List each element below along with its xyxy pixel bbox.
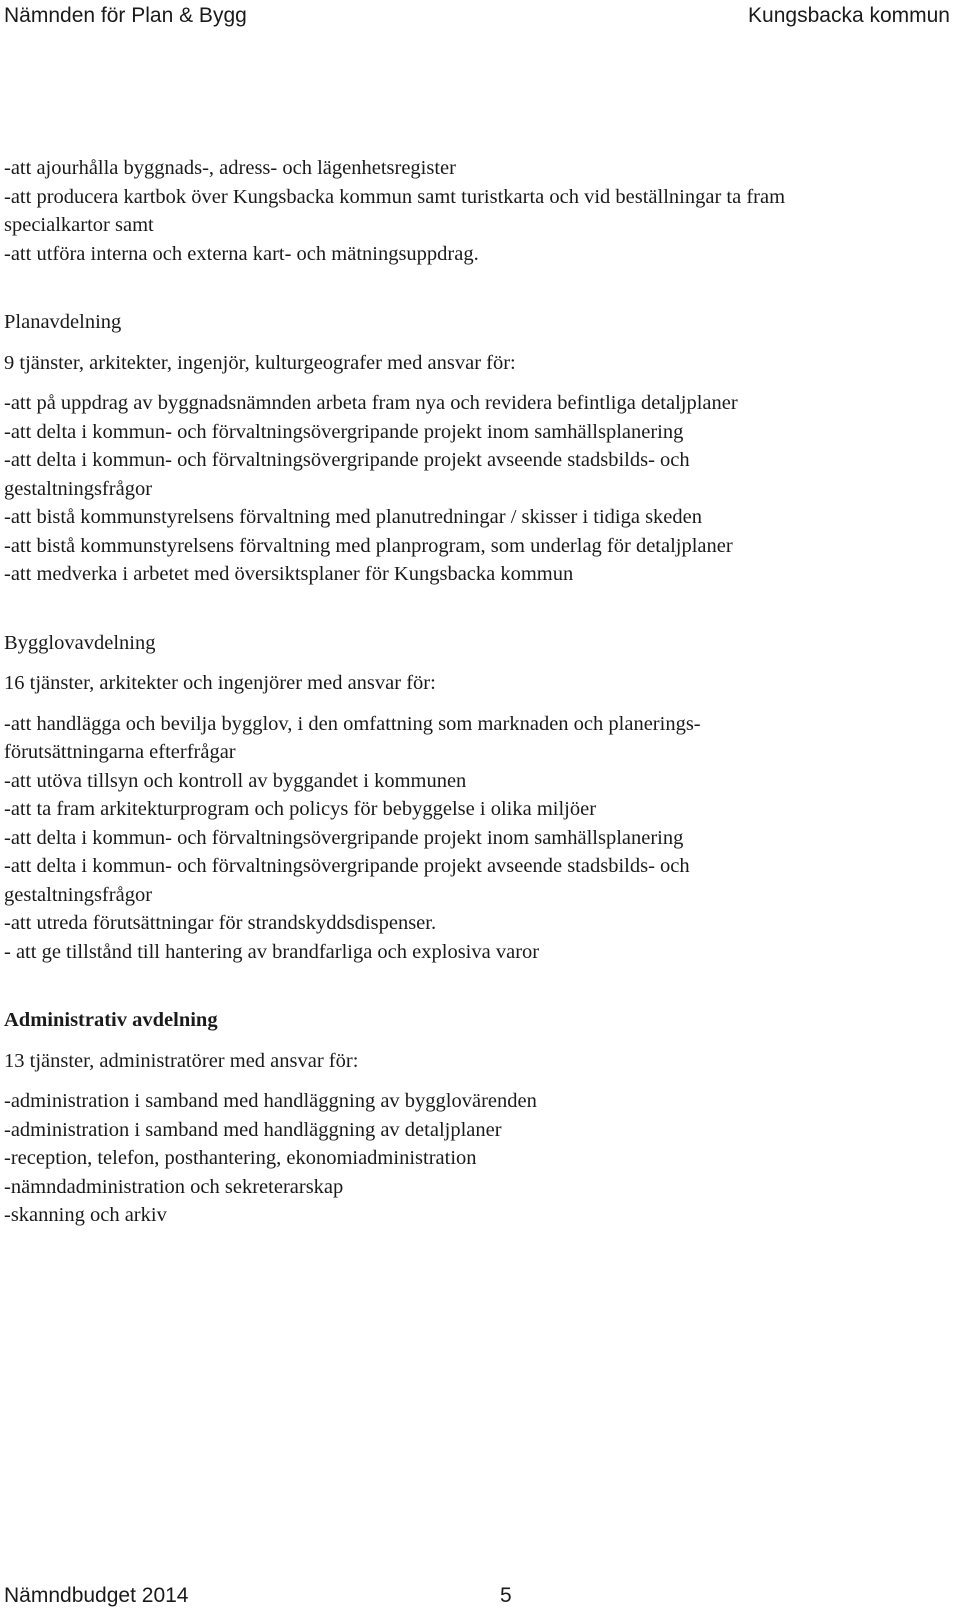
list-item: -nämndadministration och sekreterarskap bbox=[4, 1175, 344, 1198]
section-planavdelning bbox=[4, 308, 949, 589]
section-intro: 16 tjänster, arkitekter och ingenjörer med ansvar för: bbox=[4, 672, 436, 694]
list-item: - att ge tillstånd till hantering av brandfarliga och explosiva varor bbox=[4, 940, 540, 963]
page-header bbox=[4, 0, 950, 32]
list-item: -att delta i kommun- och förvaltningsövergripande projekt inom samhällsplanering bbox=[4, 826, 684, 849]
list-item: förutsättningarna efterfrågar bbox=[4, 741, 236, 763]
page-footer bbox=[4, 1583, 512, 1609]
list-item: -att delta i kommun- och förvaltningsövergripande projekt avseende stadsbilds- och bbox=[4, 855, 690, 877]
list-item: specialkartor samt bbox=[4, 214, 154, 236]
list-item: -att delta i kommun- och förvaltningsövergripande projekt inom samhällsplanering bbox=[4, 420, 684, 443]
header-department: Nämnden för Plan & Bygg bbox=[4, 4, 247, 27]
header-municipality: Kungsbacka kommun bbox=[748, 4, 950, 27]
list-item: -skanning och arkiv bbox=[4, 1204, 167, 1226]
list-item: -att bistå kommunstyrelsens förvaltning med planutredningar / skisser i tidiga skeden bbox=[4, 506, 703, 528]
list-item: gestaltningsfrågor bbox=[4, 883, 153, 906]
list-item: -att handlägga och bevilja bygglov, i den omfattning som marknaden och planerings- bbox=[4, 712, 701, 735]
list-item: -att utreda förutsättningar för strandskyddsdispenser. bbox=[4, 912, 437, 934]
list-item: gestaltningsfrågor bbox=[4, 477, 153, 500]
document-body bbox=[4, 154, 949, 1230]
list-item: -att utföra interna och externa kart- och mätningsuppdrag. bbox=[4, 242, 479, 265]
section-heading: Administrativ avdelning bbox=[4, 1009, 218, 1031]
list-item: -att ajourhålla byggnads-, adress- och lägenhetsregister bbox=[4, 157, 456, 179]
section-intro: 9 tjänster, arkitekter, ingenjör, kulturgeografer med ansvar för: bbox=[4, 351, 516, 374]
list-item: -administration i samband med handläggning av bygglovärenden bbox=[4, 1090, 537, 1112]
list-item: -att medverka i arbetet med översiktsplaner för Kungsbacka kommun bbox=[4, 563, 574, 585]
intro-list bbox=[4, 154, 949, 268]
list-item: -att delta i kommun- och förvaltningsövergripande projekt avseende stadsbilds- och bbox=[4, 449, 690, 471]
list-item: -att ta fram arkitekturprogram och policys för bebyggelse i olika miljöer bbox=[4, 798, 597, 820]
list-item: -att producera kartbok över Kungsbacka kommun samt turistkarta och vid beställningar ta fram bbox=[4, 185, 786, 208]
section-intro: 13 tjänster, administratörer med ansvar för: bbox=[4, 1049, 359, 1072]
list-item: -att på uppdrag av byggnadsnämnden arbeta fram nya och revidera befintliga detaljplaner bbox=[4, 392, 738, 414]
list-item: -reception, telefon, posthantering, ekonomiadministration bbox=[4, 1147, 477, 1169]
page-number: 5 bbox=[500, 1584, 512, 1607]
section-bygglovavdelning bbox=[4, 629, 949, 967]
list-item: -att bistå kommunstyrelsens förvaltning med planprogram, som underlag för detaljplaner bbox=[4, 534, 733, 557]
list-item: -administration i samband med handläggning av detaljplaner bbox=[4, 1118, 502, 1141]
section-administrativ-avdelning bbox=[4, 1006, 949, 1230]
section-heading: Planavdelning bbox=[4, 311, 122, 333]
list-item: -att utöva tillsyn och kontroll av byggandet i kommunen bbox=[4, 769, 467, 792]
section-heading: Bygglovavdelning bbox=[4, 631, 156, 654]
footer-title: Nämndbudget 2014 bbox=[4, 1584, 189, 1607]
